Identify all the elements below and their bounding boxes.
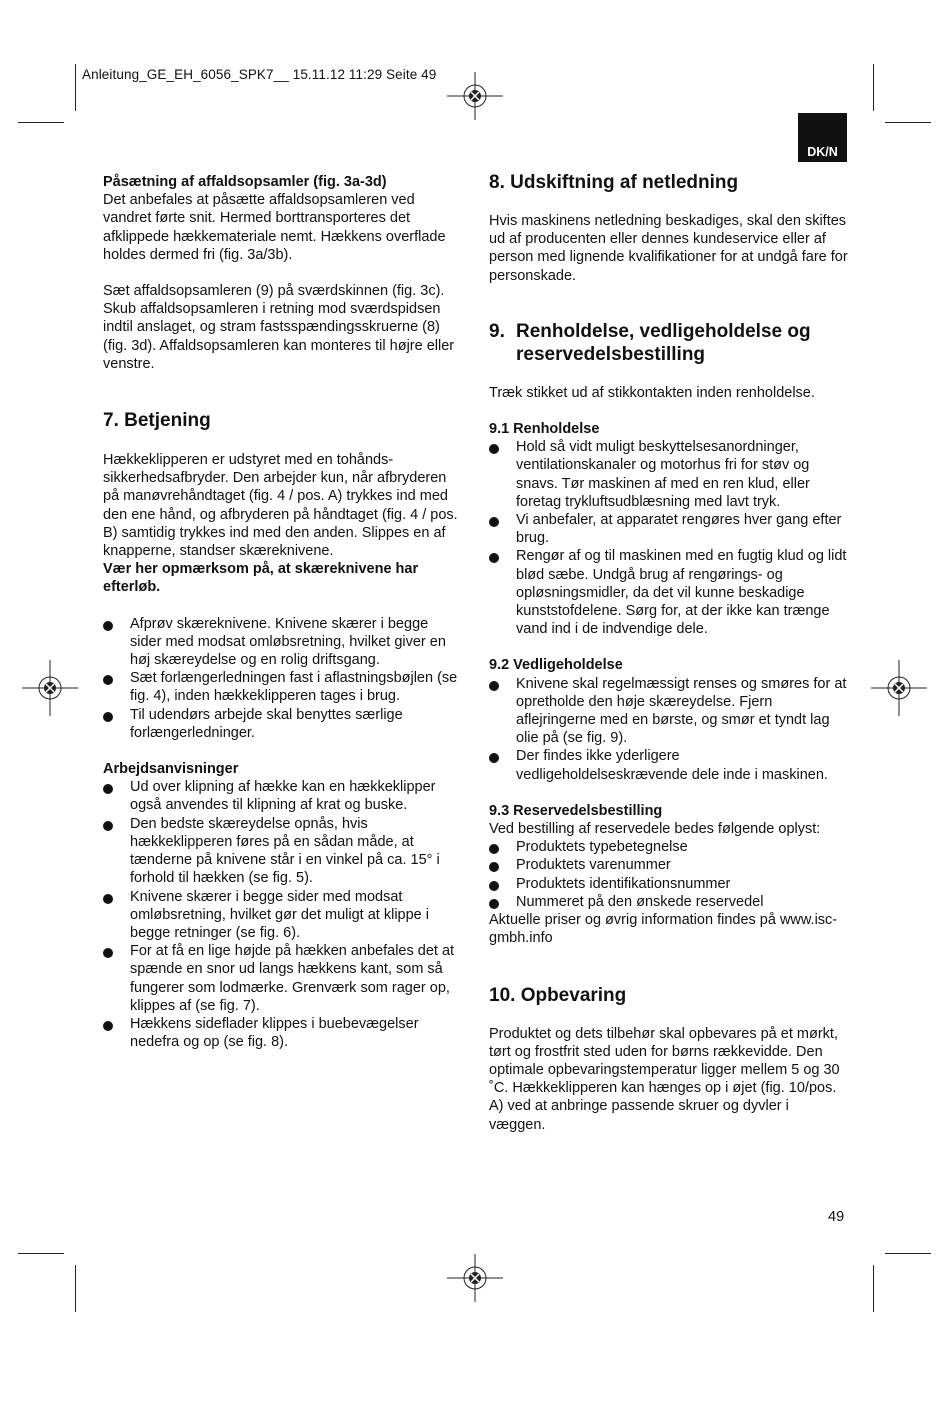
registration-mark-icon [447, 68, 503, 124]
paragraph: Træk stikket ud af stikkontakten inden renholdelse. [489, 384, 815, 401]
list-item: Knivene skærer i begge sider med modsat omløbsretning, hvilket gør det muligt at klippe i begge retninger (se fig. 6). [103, 888, 463, 943]
crop-mark [885, 122, 931, 123]
bullet-list [103, 615, 463, 742]
paragraph: Hækkeklipperen er udstyret med en tohånds-sikkerhedsafbryder. Den arbejder kun, når afbryderen på manøvrehåndtaget (fig. 4 / pos. A) trykkes ind med den ene hånd, og afbryderen på håndtaget (fig. 4 / pos. B) samtidig trykkes ind med den anden. Slippes en af knapperne, standser skæreknivene. [103, 452, 458, 560]
section-title-operation: 7. Betjening [103, 410, 211, 432]
section-title-power-cord: 8. Udskiftning af netledning [489, 172, 739, 193]
section-number: 9. [489, 320, 505, 342]
registration-mark-icon [871, 660, 927, 716]
list-item: Afprøv skæreknivene. Knivene skærer i begge sider med modsat omløbsretning, hvilket giver en høj skæreydelse og en rolig driftsgang. [103, 615, 463, 670]
crop-mark [75, 1265, 76, 1312]
list-item: Hækkens sideflader klippes i buebevægelser nedefra og op (se fig. 8). [103, 1015, 463, 1051]
right-column [489, 171, 849, 1134]
list-item: Sæt forlængerledningen fast i aflastningsbøjlen (se fig. 4), inden hækkeklipperen tages i brug. [103, 669, 463, 705]
list-item: Knivene skal regelmæssigt renses og smøres for at opretholde den høje skæreydelse. Fjern aflejringerne med en børste, og smør et tyndt lag olie på (se fig. 9). [489, 675, 849, 748]
print-header: Anleitung_GE_EH_6056_SPK7__ 15.11.12 11:29 Seite 49 [82, 67, 437, 82]
crop-mark [18, 122, 64, 123]
list-item: Produktets typebetegnelse [489, 838, 849, 856]
list-item: Til udendørs arbejde skal benyttes særlige forlængerledninger. [103, 706, 463, 742]
paragraph: Ved bestilling af reservedele bedes følgende oplyst: [489, 821, 821, 838]
language-badge: DK/N [798, 113, 847, 162]
list-item: Der findes ikke yderligere vedligeholdelseskrævende dele inde i maskinen. [489, 747, 849, 783]
paragraph: Aktuelle priser og øvrig information findes på www.isc-gmbh.info [489, 912, 838, 947]
paragraph: Det anbefales at påsætte affaldsopsamleren ved vandret førte snit. Hermed borttransporteres det afklippede hækkemateriale nemt. Hækkens overflade holdes dermed fri (fig. 3a/3b). [103, 192, 446, 263]
bullet-list [489, 838, 849, 911]
crop-mark [873, 1265, 874, 1312]
crop-mark [75, 64, 76, 111]
section-title-work-instructions: Arbejdsanvisninger [103, 761, 239, 778]
registration-mark-icon [447, 1250, 503, 1306]
section-title-waste-collector: Påsætning af affaldsopsamler (fig. 3a-3d) [103, 174, 387, 190]
subsection-title-maintenance: 9.2 Vedligeholdelse [489, 657, 623, 674]
bullet-list [489, 438, 849, 638]
section-title-maintenance [489, 320, 849, 366]
bullet-list [489, 675, 849, 784]
list-item: Rengør af og til maskinen med en fugtig klud og lidt blød sæbe. Undgå brug af rengørings- og opløsningsmidler, da det vil kunne beskadige kunststofdelene. Sørg for, at der ikke kan trænge vand ind i de indvendige dele. [489, 547, 849, 638]
paragraph: Hvis maskinens netledning beskadiges, skal den skiftes ud af producenten eller dennes kundeservice eller af person med lignende kvalifikationer for at undgå fare for personskade. [489, 213, 848, 284]
paragraph: Produktet og dets tilbehør skal opbevares på et mørkt, tørt og frostfrit sted uden for børns rækkevidde. Den optimale opbevaringstemperatur ligger mellem 5 og 30 ˚C. Hækkeklipperen kan hænges op i øjet (fig. 10/pos. A) ved at anbringe passende skruer og dyvler i væggen. [489, 1025, 840, 1133]
section-title-storage: 10. Opbevaring [489, 984, 627, 1006]
registration-mark-icon [22, 660, 78, 716]
section-title-text: Renholdelse, vedligeholdelse og reservedelsbestilling [516, 320, 811, 365]
list-item: Vi anbefaler, at apparatet rengøres hver gang efter brug. [489, 511, 849, 547]
list-item: Den bedste skæreydelse opnås, hvis hækkeklipperen føres på en sådan måde, at tænderne på knivene står i en vinkel på ca. 15° i forhold til hækken (se fig. 5). [103, 815, 463, 888]
warning-text: Vær her opmærksom på, at skæreknivene har efterløb. [103, 561, 419, 596]
crop-mark [873, 64, 874, 111]
bullet-list [103, 778, 463, 1051]
paragraph: Sæt affaldsopsamleren (9) på sværdskinnen (fig. 3c). Skub affaldsopsamleren i retning mod sværdspidsen indtil anslaget, og stram fastsspændingsskruerne (8) (fig. 3d). Affaldsopsamleren kan monteres til højre eller venstre. [103, 283, 455, 372]
crop-mark [885, 1253, 931, 1254]
left-column [103, 173, 463, 1051]
list-item: Ud over klipning af hække kan en hækkeklipper også anvendes til klipning af krat og buske. [103, 778, 463, 814]
subsection-title-spare-parts: 9.3 Reservedelsbestilling [489, 802, 663, 819]
list-item: Hold så vidt muligt beskyttelsesanordninger, ventilationskanaler og motorhus fri for støv og snavs. Tør maskinen af med en ren klud, eller foretag trykluftsudblæsning med lavt tryk. [489, 438, 849, 511]
list-item: Produktets varenummer [489, 856, 849, 874]
list-item: Produktets identifikationsnummer [489, 875, 849, 893]
list-item: Nummeret på den ønskede reservedel [489, 893, 849, 911]
page-number: 49 [828, 1209, 845, 1225]
crop-mark [18, 1253, 64, 1254]
subsection-title-cleaning: 9.1 Renholdelse [489, 421, 600, 438]
list-item: For at få en lige højde på hækken anbefales det at spænde en snor ud langs hækkens kant, som så fungerer som lodmærke. Grenværk som rager op, klippes af (se fig. 7). [103, 942, 463, 1015]
